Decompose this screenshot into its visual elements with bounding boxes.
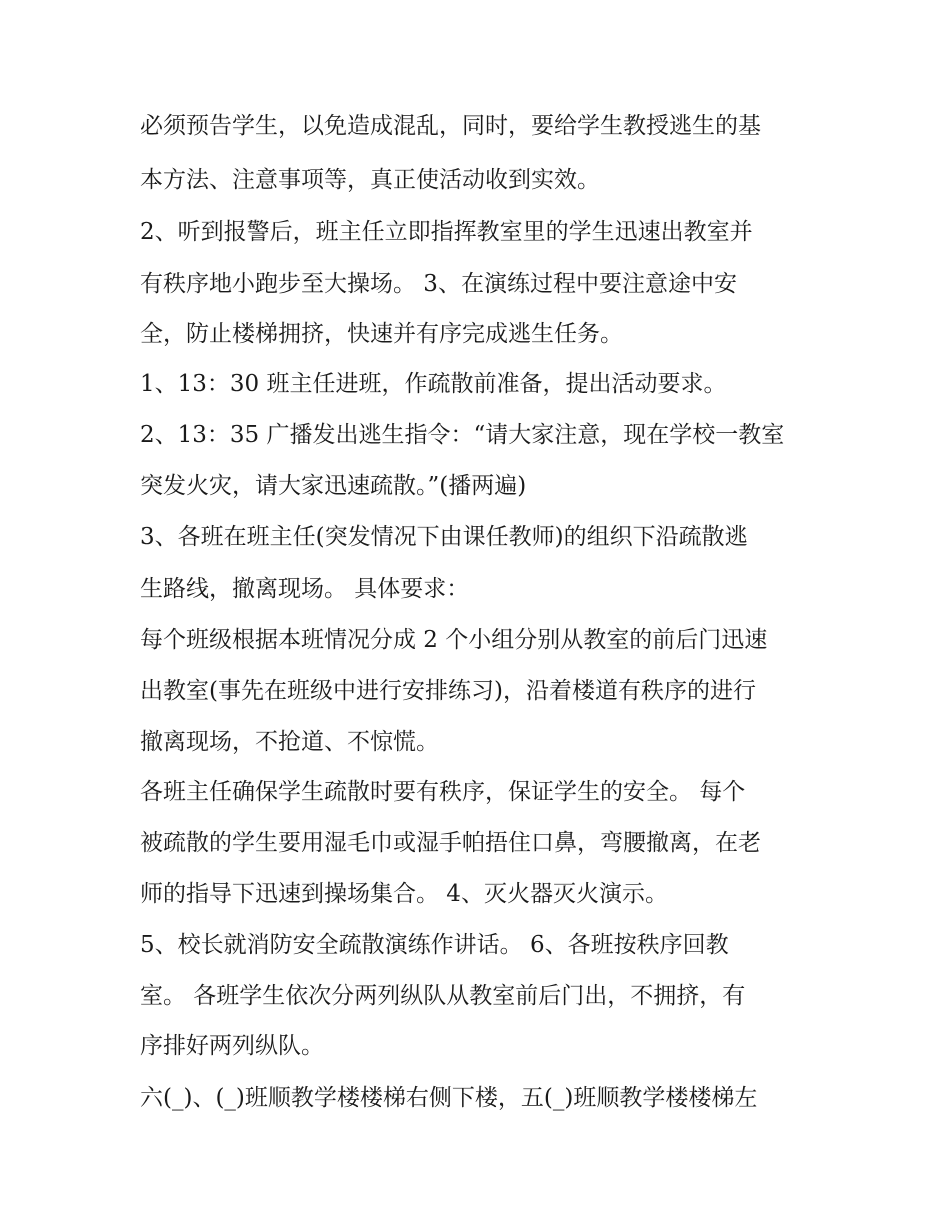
text-line: 全，防止楼梯拥挤，快速并有序完成逃生任务。 — [140, 321, 623, 347]
text-line: 本方法、注意事项等，真正使活动收到实效。 — [140, 167, 600, 193]
text-line: 2、13：35 广播发出逃生指令：“请大家注意，现在学校一教室 — [140, 422, 785, 448]
text-line: 师的指导下迅速到操场集合。 4、灭火器灭火演示。 — [140, 881, 668, 907]
text-line: 突发火灾，请大家迅速疏散。”(播两遍) — [140, 473, 527, 499]
text-line: 六(_)、(_)班顺教学楼楼梯右侧下楼，五(_)班顺教学楼楼梯左 — [140, 1085, 758, 1111]
text-line: 生路线，撤离现场。 具体要求： — [140, 576, 470, 602]
text-line: 序排好两列纵队。 — [140, 1033, 324, 1059]
text-line: 各班主任确保学生疏散时要有秩序，保证学生的安全。 每个 — [140, 779, 746, 805]
text-line: 有秩序地小跑步至大操场。 3、在演练过程中要注意途中安 — [140, 271, 737, 297]
text-line: 撤离现场，不抢道、不惊慌。 — [140, 729, 439, 755]
text-line: 3、各班在班主任(突发情况下由课任教师)的组织下沿疏散逃 — [140, 524, 748, 550]
text-line: 出教室(事先在班级中进行安排练习)，沿着楼道有秩序的进行 — [140, 678, 756, 704]
text-line: 室。 各班学生依次分两列纵队从教室前后门出，不拥挤，有 — [140, 983, 746, 1009]
text-line: 1、13：30 班主任进班，作疏散前准备，提出活动要求。 — [140, 371, 727, 397]
text-line: 必须预告学生，以免造成混乱，同时，要给学生教授逃生的基 — [140, 113, 761, 139]
text-line: 5、校长就消防安全疏散演练作讲话。 6、各班按秩序回教 — [140, 932, 729, 958]
text-line: 每个班级根据本班情况分成 2 个小组分别从教室的前后门迅速 — [140, 627, 768, 653]
text-line: 被疏散的学生要用湿毛巾或湿手帕捂住口鼻，弯腰撤离，在老 — [140, 830, 761, 856]
text-line: 2、听到报警后，班主任立即指挥教室里的学生迅速出教室并 — [140, 219, 753, 245]
